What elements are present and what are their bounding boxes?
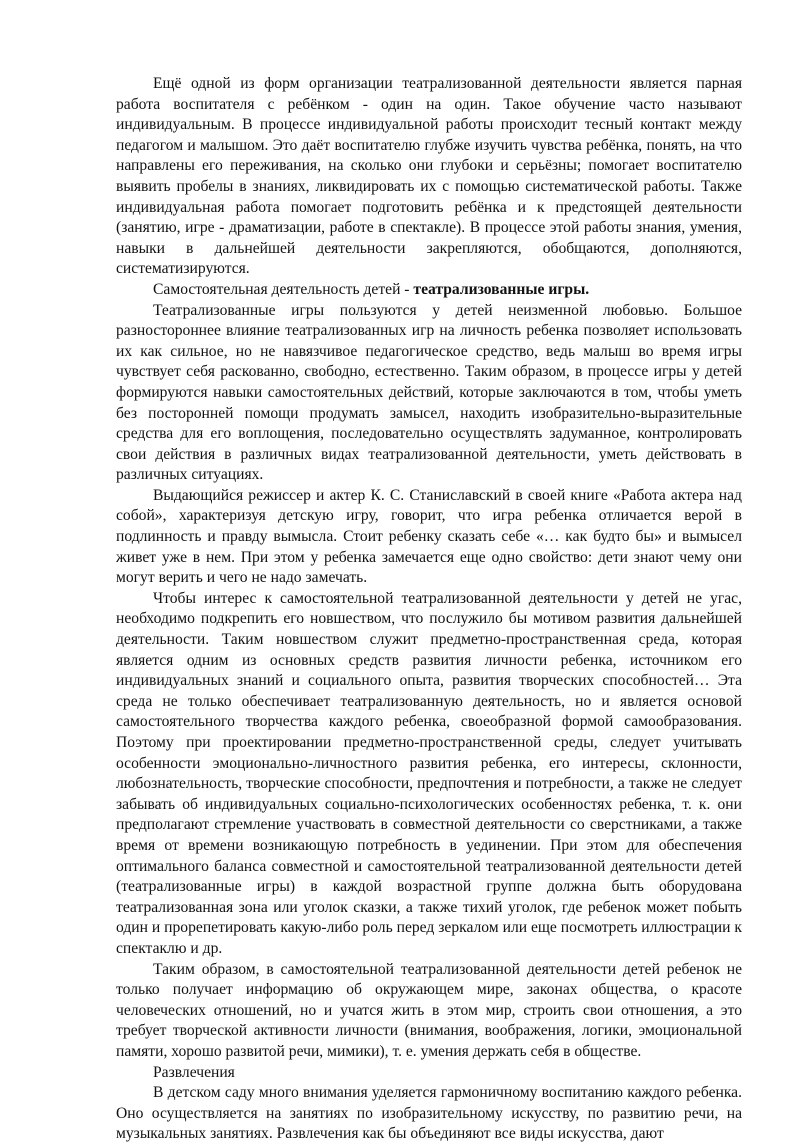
paragraph-conclusion: Таким образом, в самостоятельной театрализованной деятельности детей ребенок не только получает информацию об окружающем мире, законах общества, о красоте человеческих отношений, но и учатся жить в этом мир, строить свои отношения, а это требует творческой активности личности (внимания, воображения, логики, эмоциональной памяти, хорошо развитой речи, мимики), т. е. умения держать себя в обществе.	[116, 960, 742, 1060]
paragraph-independent-activity	[116, 280, 742, 301]
paragraph-entertainment: В детском саду много внимания уделяется гармоничному воспитанию каждого ребенка. Оно осуществляется на занятиях по изобразительному искусству, по развитию речи, на музыкальных занятиях. Развлечения как бы объединяют все виды искусства, дают	[116, 1084, 742, 1143]
paragraph-theatrical-games: Театрализованные игры пользуются у детей неизменной любовью. Большое разностороннее влияние театрализованных игр на личность ребенка позволяет использовать их как сильное, но не навязчивое педагогическое средство, ведь малыш во время игры чувствует себя раскованно, свободно, естественно. Таким образом, в процессе игры у детей формируются навыки самостоятельных действий, которые заключаются в том, чтобы уметь без посторонней помощи продумать замысел, находить изобразительно-выразительные средства для его воплощения, последовательно осуществлять задуманное, контролировать свои действия в различных видах театрализованной деятельности, уметь действовать в различных ситуациях.	[116, 301, 742, 484]
document-page	[116, 74, 742, 1145]
paragraph-independent-activity-text: Самостоятельная деятельность детей -	[153, 280, 414, 298]
paragraph-environment: Чтобы интерес к самостоятельной театрализованной деятельности у детей не угас, необходимо подкрепить его новшеством, что послужило бы мотивом развития дальнейшей деятельности. Таким новшеством служит предметно-пространственная среда, которая является одним из основных средств развития личности ребенка, источником его индивидуальных знаний и социального опыта, развития творческих способностей… Эта среда не только обеспечивает театрализованную деятельность, но и является основой самостоятельного творчества каждого ребенка, своеобразной формой самообразования. Поэтому при проектировании предметно-пространственной среды, следует учитывать особенности эмоционально-личностного развития ребенка, его интересы, склонности, любознательность, творческие способности, предпочтения и потребности, а также не следует забывать об индивидуальных социально-психологических особенностях ребенка, т. к. они предполагают стремление участвовать в совместной деятельности со сверстниками, а также время от времени возникающую потребность в уединении. При этом для обеспечения оптимального баланса совместной и самостоятельной театрализованной деятельности детей (театрализованные игры) в каждой возрастной группе должна быть оборудована театрализованная зона или уголок сказки, а также тихий уголок, где ребенок может побыть один и прорепетировать какую-либо роль перед зеркалом или еще посмотреть иллюстрации к спектаклю и др.	[116, 589, 742, 957]
paragraph-independent-activity-bold: театрализованные игры.	[413, 280, 590, 298]
paragraph-stanislavsky: Выдающийся режиссер и актер К. С. Станиславский в своей книге «Работа актера над собой», характеризуя детскую игру, говорит, что игра ребенка отличается верой в подлинность и правду вымысла. Стоит ребенку сказать себе «… как будто бы» и вымысел живет уже в нем. При этом у ребенка замечается еще одно свойство: дети знают чему они могут верить и чего не надо замечать.	[116, 486, 742, 587]
paragraph-individual-work: Ещё одной из форм организации театрализованной деятельности является парная работа воспитателя с ребёнком - один на один. Такое обучение часто называют индивидуальным. В процессе индивидуальной работы происходит тесный контакт между педагогом и малышом. Это даёт воспитателю глубже изучить чувства ребёнка, понять, на что направлены его переживания, на сколько они глубоки и серьёзны; помогает воспитателю выявить пробелы в знаниях, ликвидировать их с помощью систематической работы. Также индивидуальная работа помогает подготовить ребёнка и к предстоящей деятельности (занятию, игре - драматизации, работе в спектакле). В процессе этой работы знания, умения, навыки в дальнейшей деятельности закрепляются, обобщаются, дополняются, систематизируются.	[116, 75, 742, 278]
paragraph-entertainment-heading: Развлечения	[153, 1063, 235, 1081]
